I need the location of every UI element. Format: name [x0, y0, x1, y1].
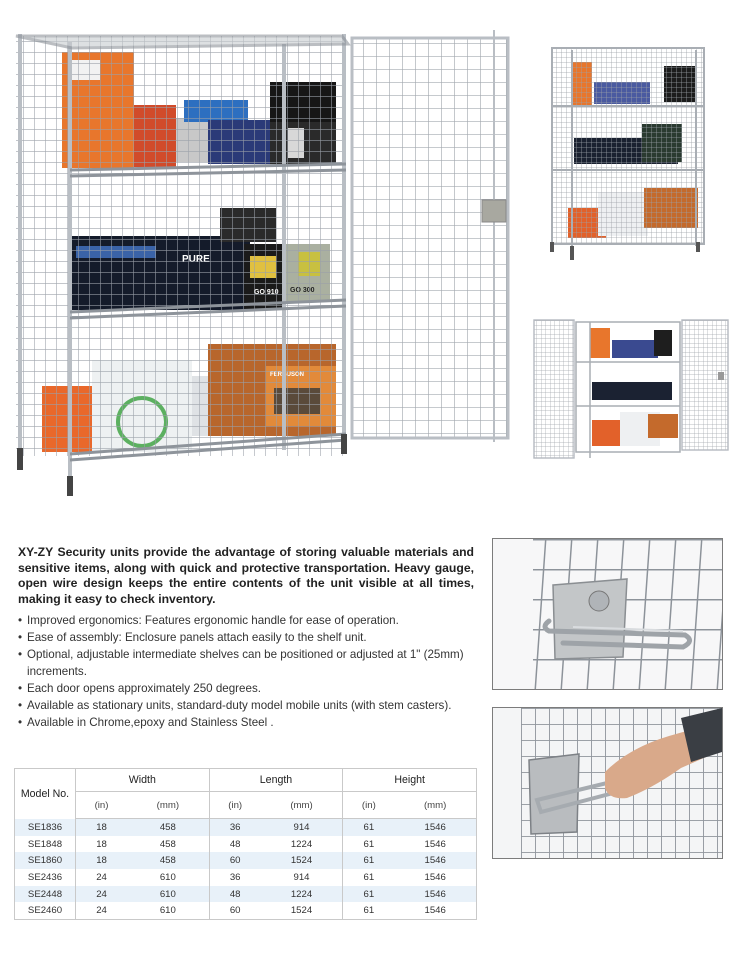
table-row	[15, 869, 477, 886]
table-cell: 36	[209, 819, 261, 836]
model-cell: SE2460	[15, 902, 76, 919]
table-cell: 61	[343, 886, 395, 903]
table-cell: 914	[261, 869, 343, 886]
table-cell: 1224	[261, 836, 343, 853]
table-cell: 61	[343, 902, 395, 919]
model-cell: SE2436	[15, 869, 76, 886]
feature-item: • Improved ergonomics: Features ergonomic handle for ease of operation.	[18, 613, 474, 630]
open-door-panel	[352, 30, 508, 442]
table-cell: 1546	[394, 869, 476, 886]
feature-item: • Available in Chrome,epoxy and Stainless Steel .	[18, 715, 474, 732]
handle-in-use-photo	[492, 707, 723, 859]
table-cell: 48	[209, 836, 261, 853]
table-cell: 1546	[394, 836, 476, 853]
main-product-photo	[12, 30, 517, 500]
security-unit-open-door-image	[12, 30, 517, 500]
latch-detail-photo	[492, 538, 723, 690]
table-row	[15, 819, 477, 836]
table-cell: 458	[127, 819, 209, 836]
model-cell: SE1860	[15, 852, 76, 869]
latch-closeup-image	[493, 539, 722, 689]
table-cell: 61	[343, 819, 395, 836]
specification-table	[14, 768, 477, 920]
model-cell: SE1848	[15, 836, 76, 853]
table-cell: 60	[209, 902, 261, 919]
table-cell: 61	[343, 836, 395, 853]
table-cell: 36	[209, 869, 261, 886]
table-cell: 1524	[261, 852, 343, 869]
unit-header: (mm)	[394, 792, 476, 819]
table-cell: 610	[127, 902, 209, 919]
table-cell: 914	[261, 819, 343, 836]
table-row	[15, 902, 477, 919]
unit-header: (mm)	[261, 792, 343, 819]
table-row	[15, 836, 477, 853]
table-cell: 610	[127, 869, 209, 886]
table-cell: 1224	[261, 886, 343, 903]
table-cell: 60	[209, 852, 261, 869]
length-header: Length	[209, 769, 343, 792]
table-row	[15, 852, 477, 869]
table-row	[15, 886, 477, 903]
unit-header: (in)	[209, 792, 261, 819]
feature-item: • Optional, adjustable intermediate shelves can be positioned or adjusted at 1" (25mm) increments.	[18, 647, 474, 680]
security-unit-closed-image	[546, 42, 710, 264]
table-cell: 458	[127, 836, 209, 853]
table-cell: 18	[76, 819, 128, 836]
security-unit-doors-open-image	[532, 316, 732, 461]
feature-list	[18, 613, 474, 732]
table-cell: 18	[76, 852, 128, 869]
table-cell: 1546	[394, 819, 476, 836]
table-cell: 18	[76, 836, 128, 853]
unit-header: (mm)	[127, 792, 209, 819]
table-cell: 610	[127, 886, 209, 903]
open-doors-thumbnail	[532, 316, 732, 461]
width-header: Width	[76, 769, 210, 792]
model-cell: SE1836	[15, 819, 76, 836]
model-cell: SE2448	[15, 886, 76, 903]
table-cell: 1546	[394, 886, 476, 903]
intro-paragraph: XY-ZY Security units provide the advantage of storing valuable materials and sensitive items, along with quick and protective transportation. Heavy gauge, open wire design keeps the entire contents of the unit visible at all times, making it easy to check inventory.	[18, 545, 474, 606]
height-header: Height	[343, 769, 477, 792]
table-cell: 1546	[394, 902, 476, 919]
table-cell: 24	[76, 902, 128, 919]
unit-header: (in)	[343, 792, 395, 819]
table-cell: 24	[76, 869, 128, 886]
feature-item: • Each door opens approximately 250 degrees.	[18, 681, 474, 698]
table-cell: 24	[76, 886, 128, 903]
table-cell: 61	[343, 852, 395, 869]
table-cell: 458	[127, 852, 209, 869]
table-cell: 1546	[394, 852, 476, 869]
feature-item: • Ease of assembly: Enclosure panels attach easily to the shelf unit.	[18, 630, 474, 647]
feature-item: • Available as stationary units, standard-duty model mobile units (with stem casters).	[18, 698, 474, 715]
table-cell: 48	[209, 886, 261, 903]
closed-unit-thumbnail	[546, 42, 710, 264]
model-number-header: Model No.	[15, 769, 76, 819]
table-cell: 1524	[261, 902, 343, 919]
table-cell: 61	[343, 869, 395, 886]
door-latch-icon	[482, 200, 506, 222]
hand-operating-latch-image	[493, 708, 722, 858]
unit-header: (in)	[76, 792, 128, 819]
